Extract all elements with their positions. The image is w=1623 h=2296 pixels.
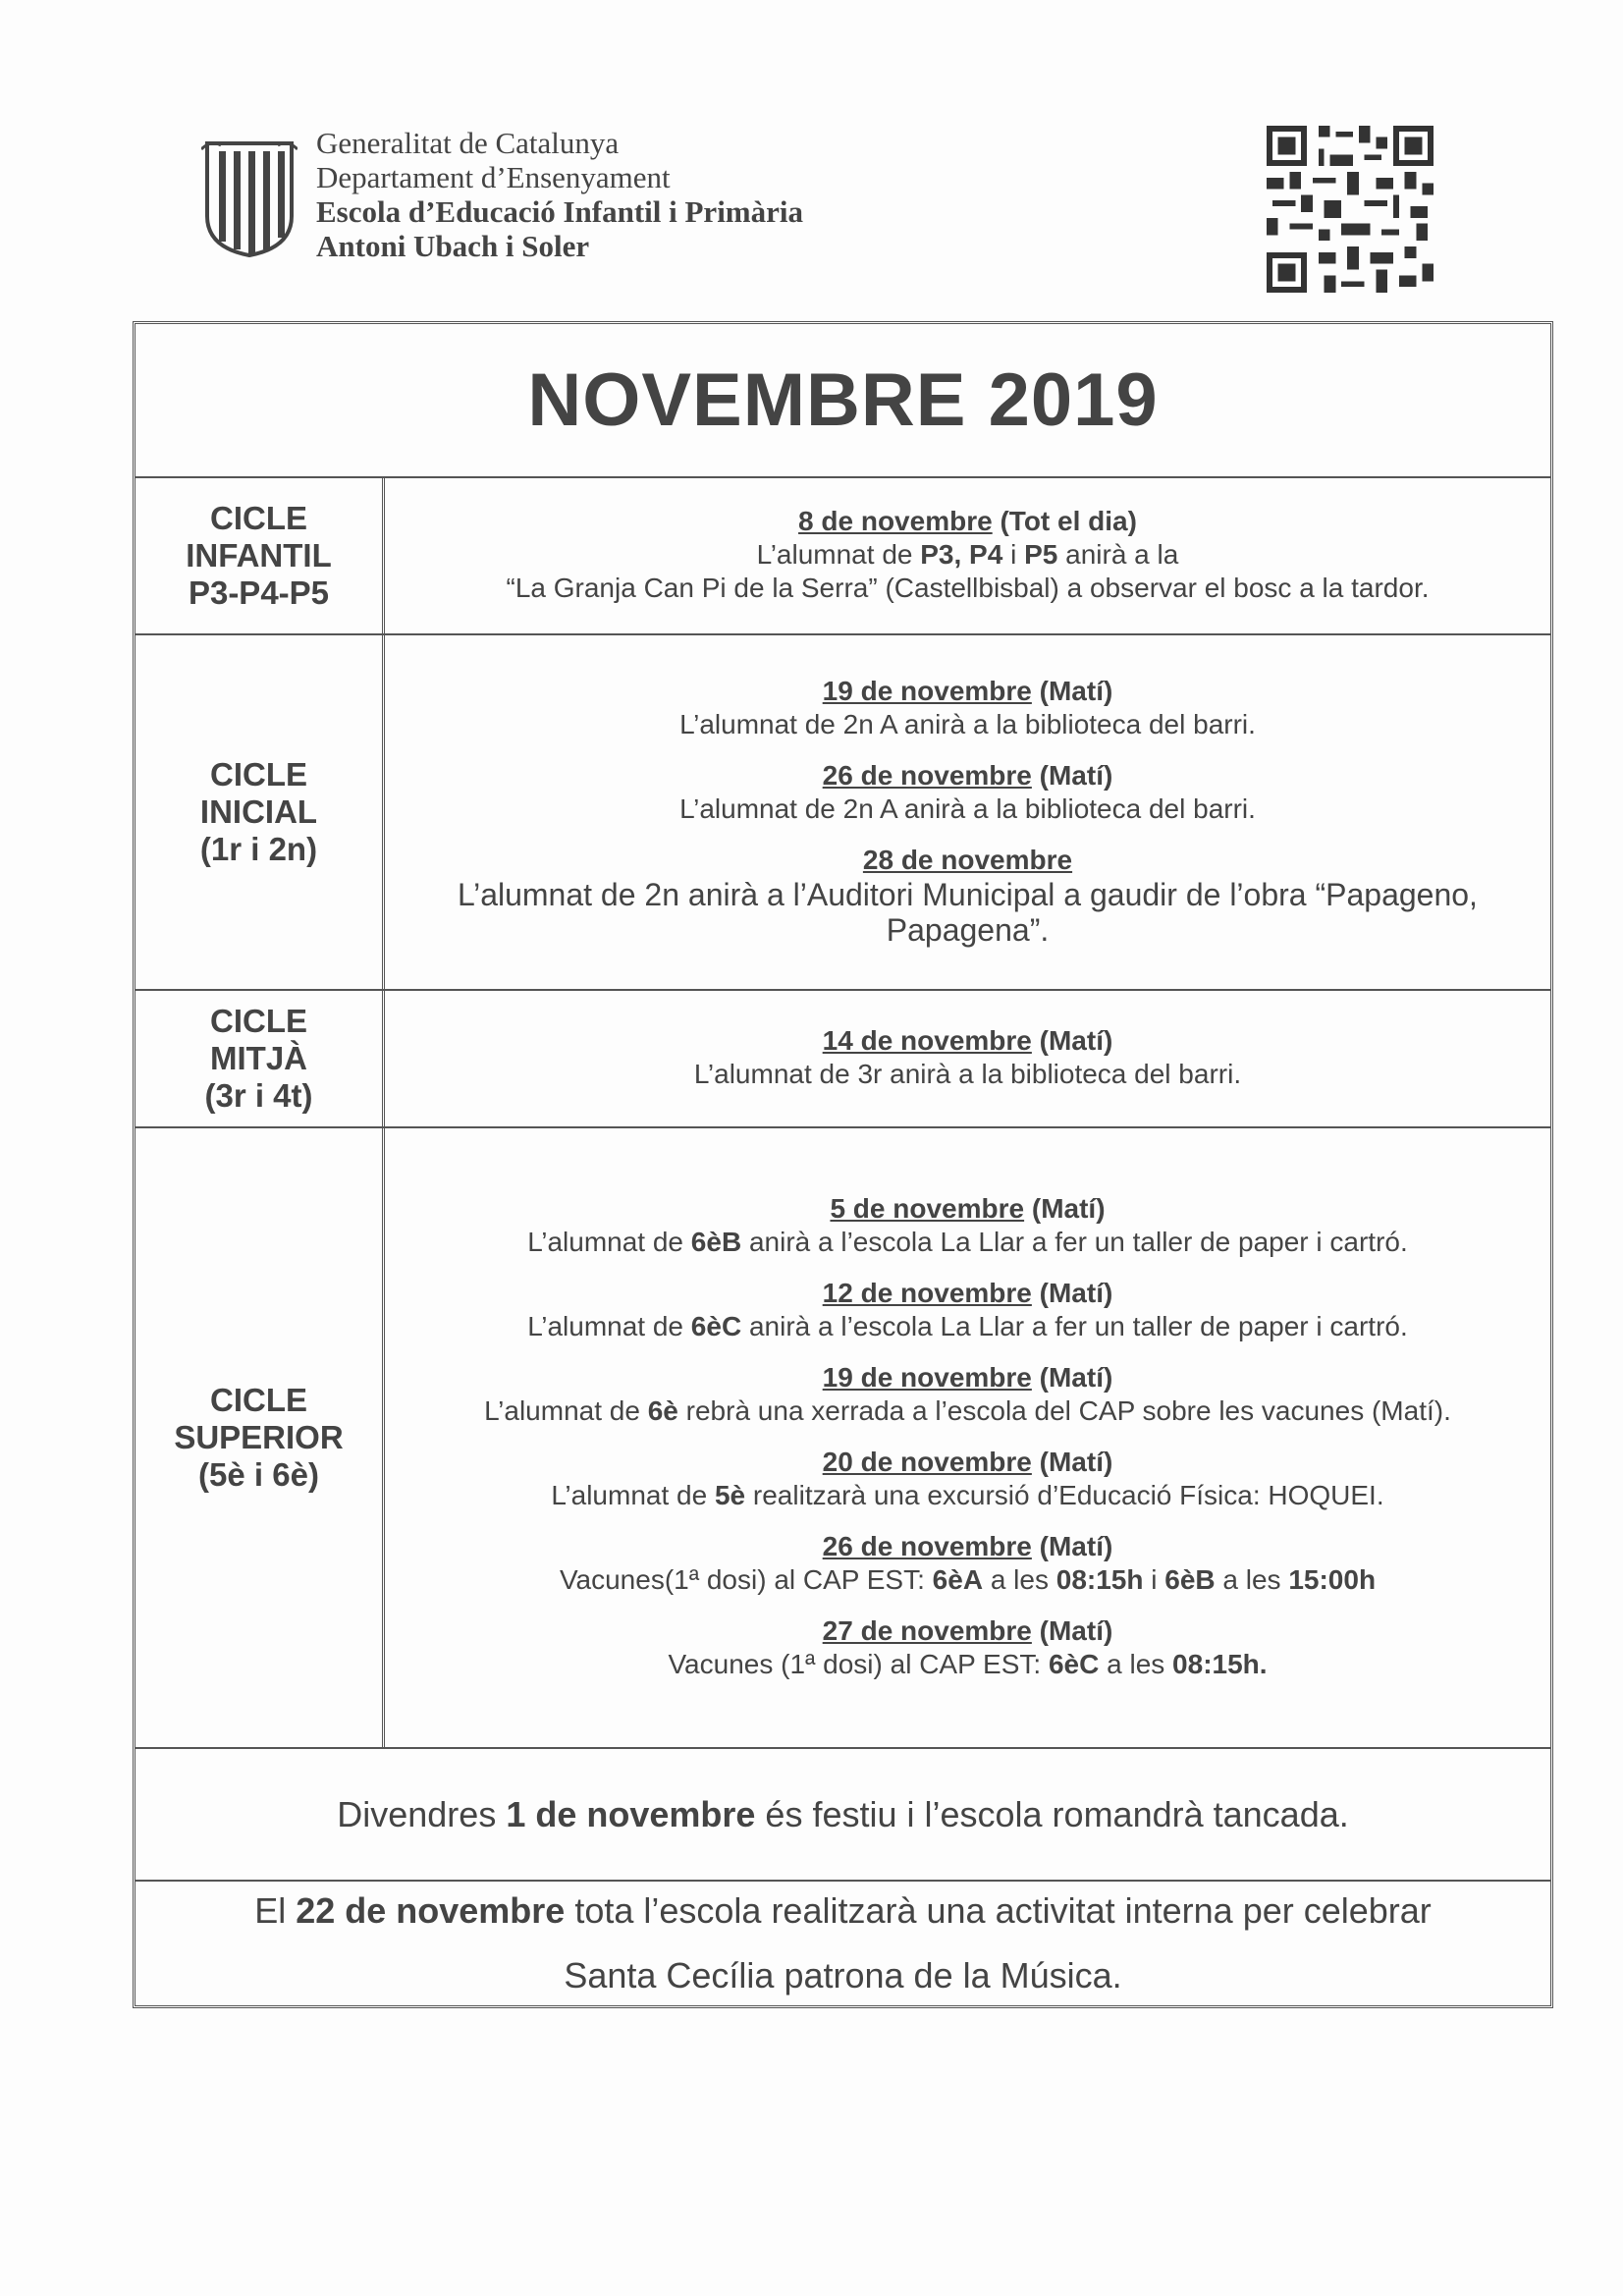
event-item — [484, 1361, 1451, 1428]
senyera-shield-icon — [201, 139, 298, 257]
cycle-events-inicial — [385, 635, 1550, 989]
event-item — [527, 1192, 1408, 1259]
event-date: 14 de novembre — [822, 1025, 1032, 1056]
event-description: L’alumnat de 2n A anirà a la biblioteca del barri. — [679, 793, 1256, 824]
cycle-events-mitja — [385, 991, 1550, 1126]
school-header — [201, 126, 1438, 273]
cycle-name-line: INICIAL — [199, 793, 318, 830]
cycle-name-line: CICLE — [210, 500, 307, 536]
event-date: 5 de novembre — [830, 1193, 1025, 1224]
cycle-events-superior — [385, 1128, 1550, 1747]
event-description: Vacunes (1ª dosi) al CAP EST: 6èC a les 08:15h. — [668, 1649, 1268, 1679]
event-date: 19 de novembre — [822, 1362, 1032, 1393]
event-date: 26 de novembre — [822, 760, 1032, 791]
event-date: 20 de novembre — [822, 1447, 1032, 1477]
holiday-note: Divendres 1 de novembre és festiu i l’escola romandrà tancada. — [135, 1749, 1550, 1882]
event-item — [679, 675, 1256, 741]
event-slot: (Matí) — [1024, 1193, 1106, 1224]
event-description: L’alumnat de 6è rebrà una xerrada a l’escola del CAP sobre les vacunes (Matí). — [484, 1395, 1451, 1426]
cycle-name-line: (5è i 6è) — [198, 1456, 319, 1493]
page-title: NOVEMBRE 2019 — [135, 324, 1550, 478]
calendar-sheet — [133, 321, 1553, 2008]
cycle-name-line: (3r i 4t) — [204, 1077, 313, 1114]
event-description-line-2: “La Granja Can Pi de la Serra” (Castellbisbal) a observar el bosc a la tardor. — [506, 573, 1430, 603]
event-date: 28 de novembre — [862, 845, 1073, 875]
event-description: L’alumnat de 2n A anirà a la biblioteca del barri. — [679, 709, 1256, 739]
qr-code-icon — [1262, 126, 1438, 293]
cycle-name-line: INFANTIL — [186, 537, 332, 574]
cycle-name-line: SUPERIOR — [174, 1419, 344, 1455]
cycle-name-line: CICLE — [210, 1382, 307, 1418]
event-description: L’alumnat de 6èB anirà a l’escola La Llar a fer un taller de paper i cartró. — [527, 1227, 1408, 1257]
school-line-1: Escola d’Educació Infantil i Primària — [316, 194, 803, 229]
event-description: L’alumnat de 6èC anirà a l’escola La Llar a fer un taller de paper i cartró. — [527, 1311, 1408, 1341]
event-date: 27 de novembre — [822, 1615, 1032, 1646]
cycle-name-infantil — [135, 478, 385, 633]
cycle-name-mitja — [135, 991, 385, 1126]
event-item — [679, 759, 1256, 826]
cycle-events-infantil — [385, 478, 1550, 633]
cycle-row-infantil — [135, 478, 1550, 635]
event-description: L’alumnat de 3r anirà a la biblioteca del barri. — [693, 1059, 1242, 1089]
event-date: 26 de novembre — [822, 1531, 1032, 1561]
event-item — [438, 844, 1498, 948]
cycle-row-inicial — [135, 635, 1550, 991]
event-item — [551, 1446, 1383, 1512]
event-slot: (Tot el dia) — [992, 506, 1137, 536]
org-line-2: Departament d’Ensenyament — [316, 160, 671, 194]
school-name-block — [316, 126, 803, 263]
event-date: 12 de novembre — [822, 1278, 1032, 1308]
event-description: L’alumnat de 2n anirà a l’Auditori Municipal a gaudir de l’obra “Papageno, Papagena”. — [458, 877, 1478, 948]
event-date: 8 de novembre — [798, 506, 993, 536]
cycle-name-superior — [135, 1128, 385, 1747]
event-description: L’alumnat de 5è realitzarà una excursió d’Educació Física: HOQUEI. — [551, 1480, 1384, 1510]
cycle-name-line: (1r i 2n) — [199, 831, 318, 867]
event-slot: (Matí) — [1031, 1447, 1113, 1477]
event-item — [694, 1024, 1241, 1091]
event-slot: (Matí) — [1031, 1362, 1113, 1393]
event-item — [668, 1614, 1267, 1681]
event-item — [507, 505, 1430, 605]
cycle-name-inicial — [135, 635, 385, 989]
cycle-row-superior — [135, 1128, 1550, 1749]
cycle-name-line: CICLE — [210, 756, 307, 793]
event-item — [560, 1530, 1376, 1597]
event-slot: (Matí) — [1031, 760, 1113, 791]
event-slot: (Matí) — [1031, 1531, 1113, 1561]
cycle-name-line: CICLE — [210, 1003, 307, 1039]
event-item — [527, 1277, 1408, 1343]
event-date: 19 de novembre — [822, 676, 1032, 706]
cycle-name-line: P3-P4-P5 — [188, 574, 330, 611]
event-description: L’alumnat de P3, P4 i P5 anirà a la — [756, 539, 1179, 570]
org-line-1: Generalitat de Catalunya — [316, 126, 620, 160]
school-line-2: Antoni Ubach i Soler — [316, 229, 590, 263]
event-slot: (Matí) — [1031, 1615, 1113, 1646]
cycle-name-line: MITJÀ — [210, 1040, 307, 1076]
event-slot: (Matí) — [1031, 1025, 1113, 1056]
event-slot: (Matí) — [1031, 1278, 1113, 1308]
event-description: Vacunes(1ª dosi) al CAP EST: 6èA a les 08:15h i 6èB a les 15:00h — [559, 1564, 1377, 1595]
event-slot: (Matí) — [1031, 676, 1113, 706]
music-note: El 22 de novembre tota l’escola realitzarà una activitat interna per celebrar Santa Cecília patrona de la Música. — [254, 1890, 1432, 1995]
cycle-row-mitja — [135, 991, 1550, 1128]
